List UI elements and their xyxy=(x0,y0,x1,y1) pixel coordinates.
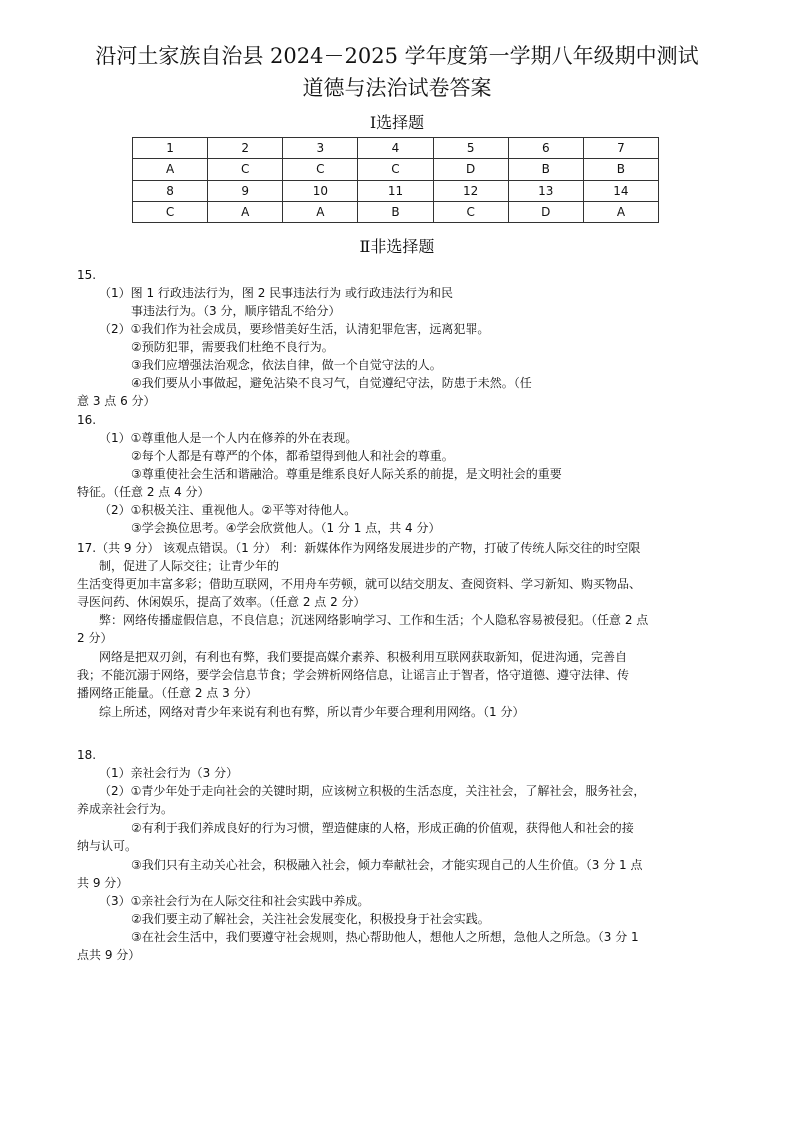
table-cell: 6 xyxy=(508,138,583,159)
table-cell: 9 xyxy=(208,180,283,201)
answer-line: （1）亲社会行为（3 分） xyxy=(99,766,239,780)
answer-line: 共 9 分） xyxy=(77,876,129,890)
table-cell: C xyxy=(283,159,358,180)
table-row xyxy=(133,138,659,159)
table-cell: C xyxy=(133,201,208,222)
answer-line: （1）①尊重他人是一个人内在修养的外在表现。 xyxy=(99,431,358,445)
answer-line: 我；不能沉溺于网络，要学会信息节食；学会辨析网络信息，让谣言止于智者，恪守道德、遵守法律、传 xyxy=(77,668,630,682)
table-cell: 1 xyxy=(133,138,208,159)
table-cell: 8 xyxy=(133,180,208,201)
answer-line: 点共 9 分） xyxy=(77,948,141,962)
answer-line: 特征。（任意 2 点 4 分） xyxy=(77,485,210,499)
table-cell: 12 xyxy=(433,180,508,201)
section-choice-title: Ⅰ选择题 xyxy=(369,113,425,132)
answer-line: 综上所述，网络对青少年来说有利也有弊，所以青少年要合理利用网络。（1 分） xyxy=(99,705,525,719)
answer-line: ③尊重使社会生活和谐融洽。尊重是维系良好人际关系的前提，是文明社会的重要 xyxy=(131,467,562,481)
answer-line: ②预防犯罪，需要我们杜绝不良行为。 xyxy=(131,340,334,354)
table-cell: D xyxy=(433,159,508,180)
answer-line: 播网络正能量。（任意 2 点 3 分） xyxy=(77,686,258,700)
answer-line: ②我们要主动了解社会，关注社会发展变化，积极投身于社会实践。 xyxy=(131,912,490,926)
answer-line: ④我们要从小事做起，避免沾染不良习气，自觉遵纪守法，防患于未然。（任 xyxy=(131,376,532,390)
choice-answer-table xyxy=(132,137,659,223)
table-cell: A xyxy=(208,201,283,222)
table-cell: 14 xyxy=(583,180,658,201)
answer-line: ③学会换位思考。④学会欣赏他人。（1 分 1 点，共 4 分） xyxy=(131,521,441,535)
question-number: 16. xyxy=(77,413,97,427)
answer-line: ②有利于我们养成良好的行为习惯，塑造健康的人格，形成正确的价值观，获得他人和社会的接 xyxy=(131,821,634,835)
answer-line: ③我们只有主动关心社会，积极融入社会，倾力奉献社会，才能实现自己的人生价值。（3 分 1 点 xyxy=(131,858,643,872)
table-cell: 3 xyxy=(283,138,358,159)
answer-line: 养成亲社会行为。 xyxy=(77,802,174,816)
table-cell: B xyxy=(508,159,583,180)
answer-line: 事违法行为。（3 分，顺序错乱不给分） xyxy=(131,304,341,318)
table-cell: C xyxy=(433,201,508,222)
answer-line: （2）①我们作为社会成员，要珍惜美好生活，认清犯罪危害，远离犯罪。 xyxy=(99,322,490,336)
answer-line: 生活变得更加丰富多彩；借助互联网，不用舟车劳顿，就可以结交朋友、查阅资料、学习新知、购买物品、 xyxy=(77,577,642,591)
table-cell: 7 xyxy=(583,138,658,159)
answer-line: ②每个人都是有尊严的个体，都希望得到他人和社会的尊重。 xyxy=(131,449,454,463)
question-number: 18. xyxy=(77,748,97,762)
table-cell: 4 xyxy=(358,138,433,159)
table-cell: B xyxy=(583,159,658,180)
table-cell: A xyxy=(283,201,358,222)
answer-line: 17.（共 9 分） 该观点错误。（1 分） 利：新媒体作为网络发展进步的产物，打破了传统人际交往的时空限 xyxy=(77,541,641,555)
answer-line: 2 分） xyxy=(77,631,113,645)
question-number: 15. xyxy=(77,268,97,282)
table-cell: C xyxy=(208,159,283,180)
answer-line: 网络是把双刃剑，有利也有弊，我们要提高媒介素养、积极利用互联网获取新知，促进沟通，完善自 xyxy=(99,650,628,664)
exam-subtitle: 道德与法治试卷答案 xyxy=(302,76,492,100)
answer-line: （2）①青少年处于走向社会的关键时期，应该树立积极的生活态度，关注社会，了解社会，服务社会， xyxy=(99,784,646,798)
answer-line: 寻医问药、休闲娱乐，提高了效率。（任意 2 点 2 分） xyxy=(77,595,366,609)
table-row xyxy=(133,180,659,201)
table-cell: A xyxy=(583,201,658,222)
table-row xyxy=(133,201,659,222)
table-cell: 5 xyxy=(433,138,508,159)
answer-line: 制，促进了人际交往；让青少年的 xyxy=(99,559,280,573)
table-cell: 10 xyxy=(283,180,358,201)
table-cell: D xyxy=(508,201,583,222)
table-cell: A xyxy=(133,159,208,180)
table-cell: B xyxy=(358,201,433,222)
table-cell: 13 xyxy=(508,180,583,201)
answer-line: （2）①积极关注、重视他人。②平等对待他人。 xyxy=(99,503,357,517)
answer-line: ③我们应增强法治观念，依法自律，做一个自觉守法的人。 xyxy=(131,358,442,372)
answer-line: 纳与认可。 xyxy=(77,839,138,853)
section-nonchoice-title: Ⅱ非选择题 xyxy=(359,237,435,256)
answer-line: 弊：网络传播虚假信息，不良信息；沉迷网络影响学习、工作和生活；个人隐私容易被侵犯。（任意 2 点 xyxy=(99,613,649,627)
answer-line: ③在社会生活中，我们要遵守社会规则，热心帮助他人，想他人之所想，急他人之所急。（3 分 1 xyxy=(131,930,639,944)
table-row xyxy=(133,159,659,180)
table-cell: C xyxy=(358,159,433,180)
answer-line: 意 3 点 6 分） xyxy=(77,394,156,408)
answer-line: （1）图 1 行政违法行为，图 2 民事违法行为 或行政违法行为和民 xyxy=(99,286,453,300)
table-cell: 2 xyxy=(208,138,283,159)
answer-line: （3）①亲社会行为在人际交往和社会实践中养成。 xyxy=(99,894,370,908)
table-cell: 11 xyxy=(358,180,433,201)
exam-title: 沿河土家族自治县 2024－2025 学年度第一学期八年级期中测试 xyxy=(95,44,699,68)
